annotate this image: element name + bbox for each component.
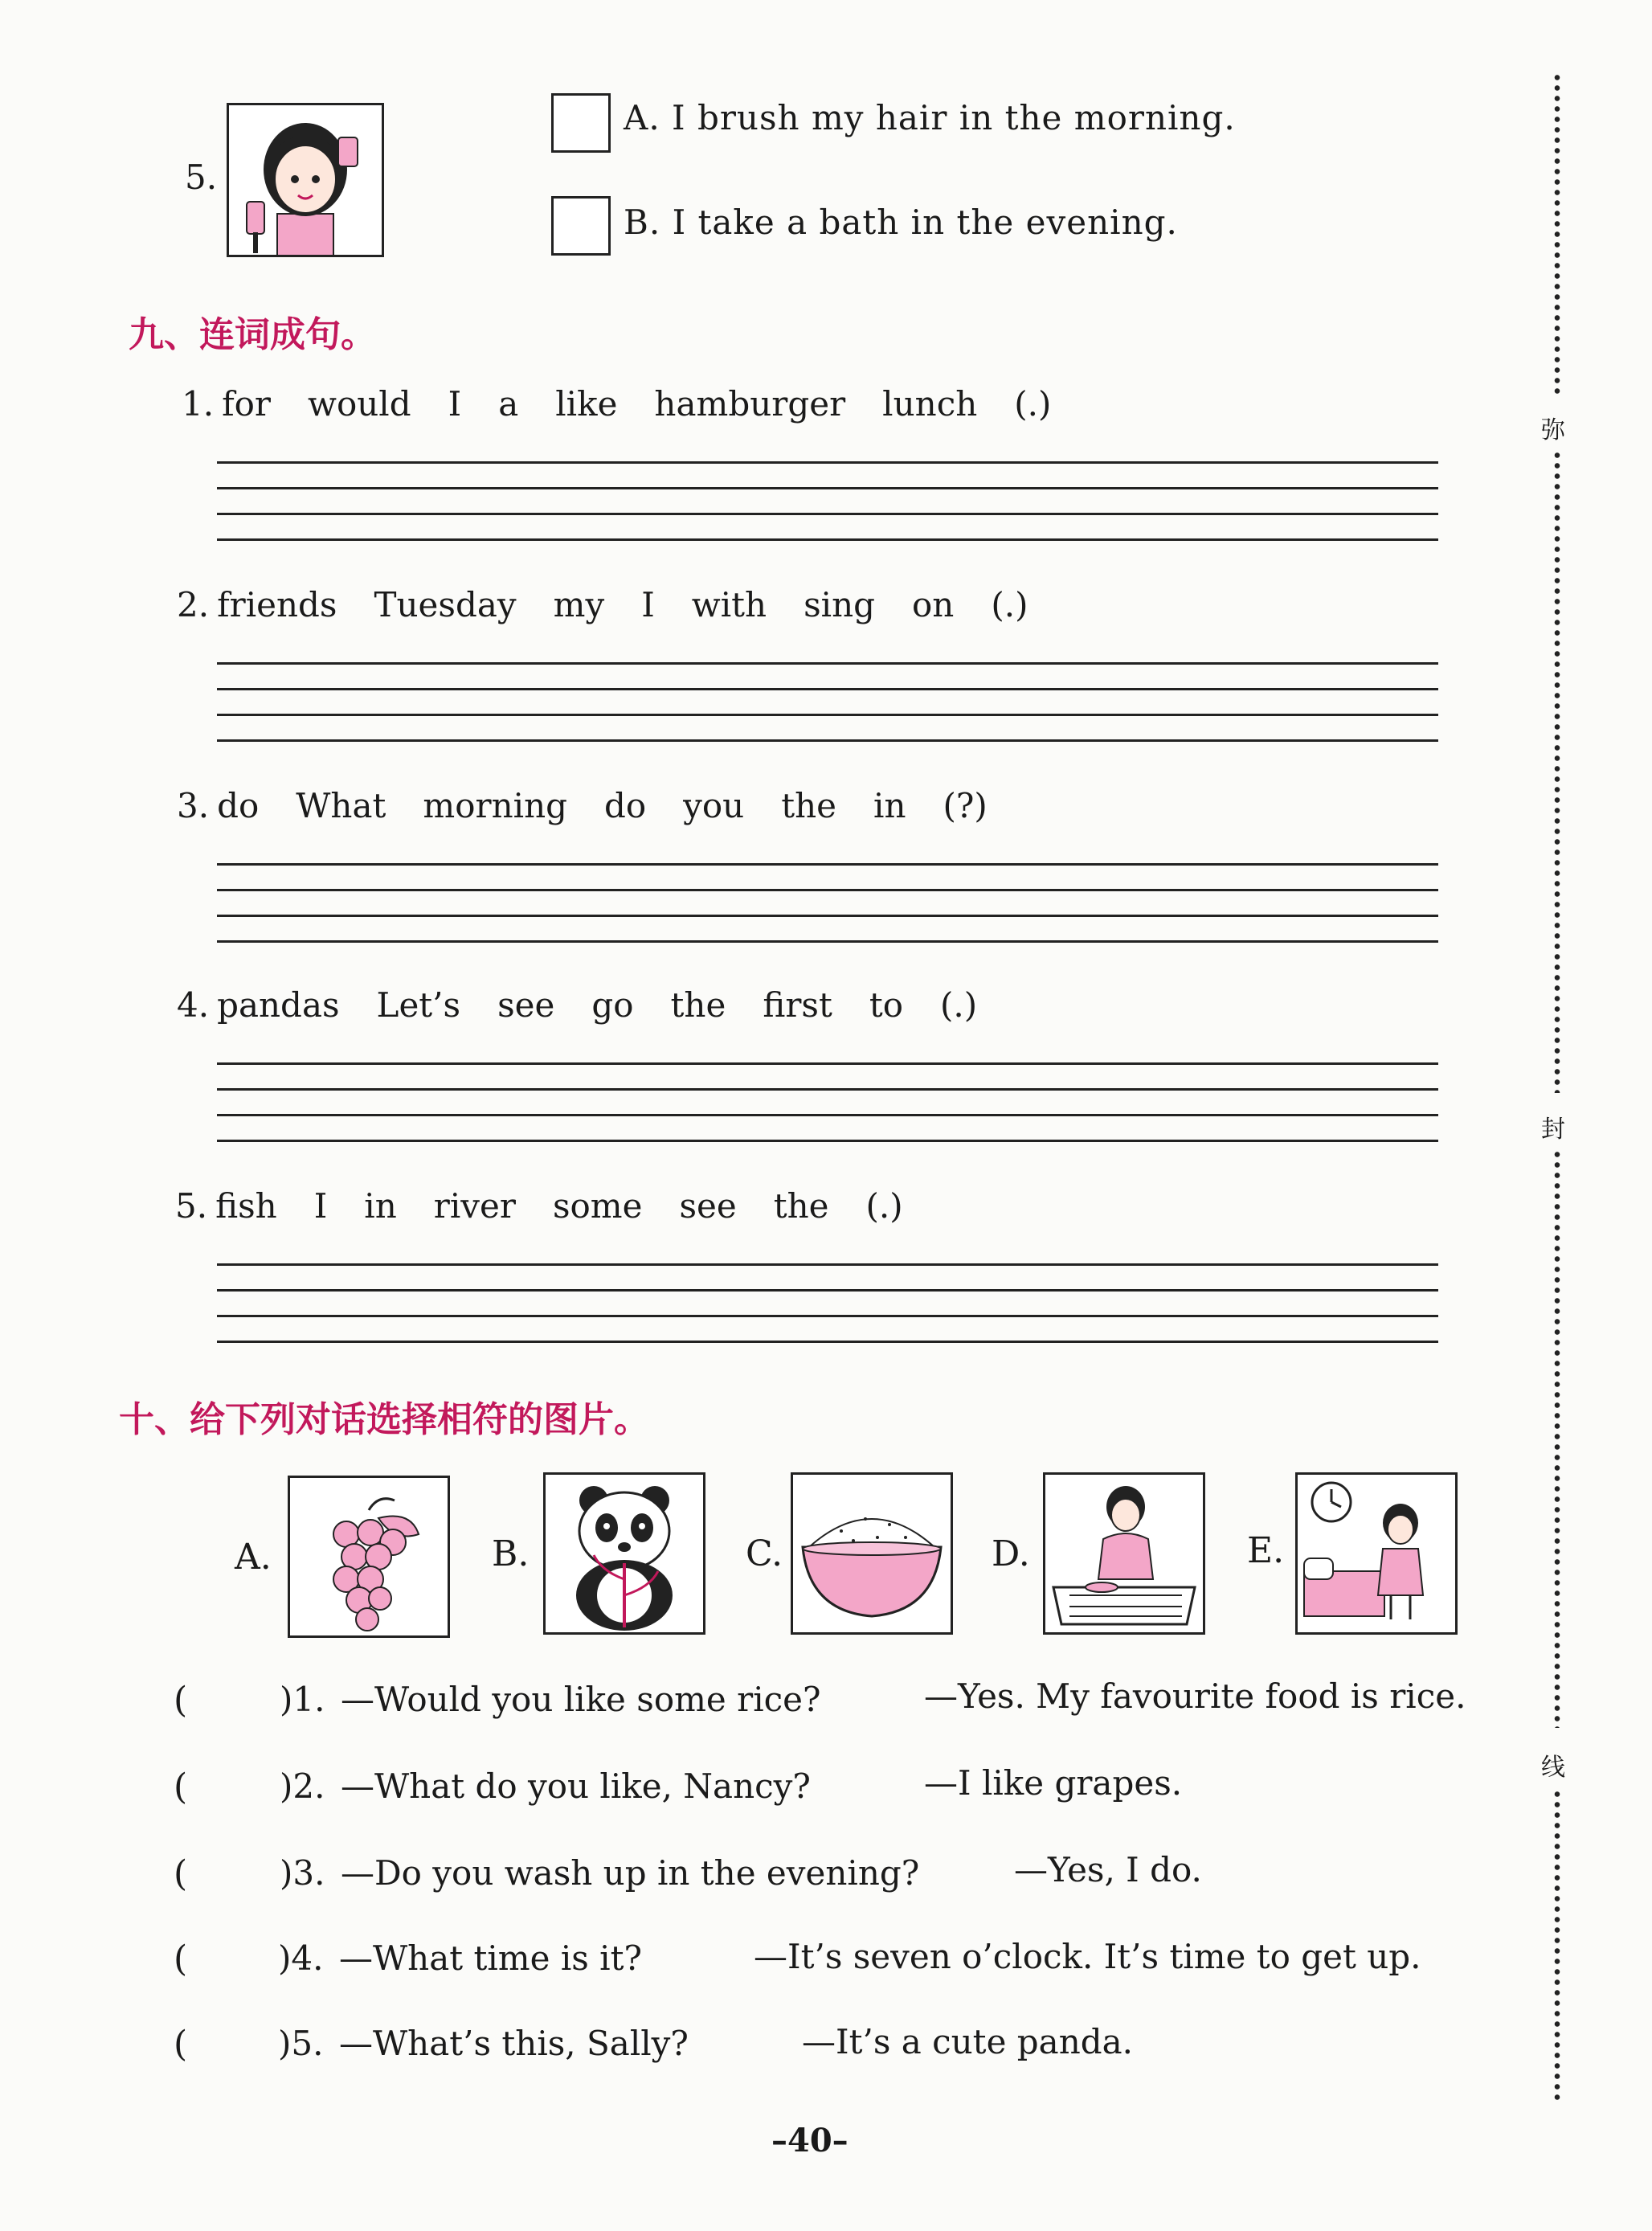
binding-dots-bottom xyxy=(1554,1789,1560,2102)
sentence-2-words xyxy=(177,585,1065,624)
punctuation: (.) xyxy=(940,985,978,1025)
dialogue-row-4 xyxy=(0,1938,1527,1987)
word: the xyxy=(773,1186,829,1226)
word: a xyxy=(498,384,519,424)
q5-option-b-checkbox[interactable] xyxy=(551,196,611,256)
word: first xyxy=(763,985,832,1025)
answer-lines-2[interactable] xyxy=(217,662,1438,743)
dialogue-answer: —I like grapes. xyxy=(924,1763,1183,1803)
punctuation: (.) xyxy=(865,1186,903,1226)
rice-bowl-icon xyxy=(793,1475,951,1632)
picture-e[interactable] xyxy=(1295,1472,1458,1635)
dialogue-row-3 xyxy=(0,1850,1527,1901)
word: What xyxy=(296,786,386,825)
word: see xyxy=(679,1186,737,1226)
dialogue-number: )3. xyxy=(280,1853,325,1893)
punctuation: (.) xyxy=(1014,384,1052,424)
word: I xyxy=(313,1186,328,1226)
answer-lines-4[interactable] xyxy=(217,1062,1438,1143)
dialogue-row-1 xyxy=(0,1676,1527,1728)
word: in xyxy=(364,1186,397,1226)
punctuation: (?) xyxy=(943,786,988,825)
word: my xyxy=(553,585,605,624)
girl-brushing-hair-image xyxy=(227,103,384,257)
word: sing xyxy=(804,585,876,624)
word: to xyxy=(869,985,904,1025)
answer-lines-1[interactable] xyxy=(217,461,1438,542)
sentence-5-words xyxy=(175,1186,940,1226)
page-number: –40– xyxy=(771,2122,848,2159)
word: go xyxy=(591,985,634,1025)
word: see xyxy=(497,985,555,1025)
word: you xyxy=(683,786,745,825)
sentence-number: 3. xyxy=(177,786,210,825)
word: the xyxy=(781,786,837,825)
dialogue-number: )5. xyxy=(278,2024,324,2063)
answer-bracket[interactable]: ( xyxy=(174,1680,188,1721)
dialogue-question: —What’s this, Sally? xyxy=(339,2024,689,2063)
binding-dots-top xyxy=(1554,72,1560,394)
sentence-number: 1. xyxy=(182,384,215,424)
picture-label-e: E. xyxy=(1247,1530,1285,1571)
word: friends xyxy=(217,585,337,624)
answer-lines-3[interactable] xyxy=(217,863,1438,944)
q5-option-a-checkbox[interactable] xyxy=(551,93,611,153)
dialogue-answer: —Yes, I do. xyxy=(1014,1850,1202,1889)
word: I xyxy=(448,384,462,424)
dialogue-question: —What do you like, Nancy? xyxy=(341,1766,811,1806)
word: do xyxy=(217,786,260,825)
dialogue-number: )4. xyxy=(278,1938,324,1978)
dialogue-number: )2. xyxy=(280,1766,325,1806)
dialogue-question: —Would you like some rice? xyxy=(341,1680,821,1719)
picture-label-d: D. xyxy=(992,1533,1030,1574)
word: on xyxy=(912,585,955,624)
word: hamburger xyxy=(654,384,846,424)
picture-a[interactable] xyxy=(288,1476,450,1638)
q5-option-b: B. I take a bath in the evening. xyxy=(624,203,1178,242)
word: lunch xyxy=(882,384,978,424)
word: pandas xyxy=(217,985,340,1025)
dialogue-answer: —It’s a cute panda. xyxy=(802,2022,1134,2061)
section-10-title: 十、给下列对话选择相符的图片。 xyxy=(119,1399,649,1440)
picture-c[interactable] xyxy=(791,1472,953,1635)
picture-label-b: B. xyxy=(492,1533,530,1574)
punctuation: (.) xyxy=(991,585,1028,624)
dialogue-row-2 xyxy=(0,1763,1527,1815)
answer-lines-5[interactable] xyxy=(217,1263,1438,1344)
answer-bracket[interactable]: ( xyxy=(174,1853,188,1894)
binding-dots-middle-1 xyxy=(1554,450,1560,1093)
picture-d[interactable] xyxy=(1043,1472,1205,1635)
answer-bracket[interactable]: ( xyxy=(174,1766,188,1807)
word: would xyxy=(308,384,411,424)
sentence-4-words xyxy=(177,985,1014,1025)
word: for xyxy=(222,384,271,424)
word: do xyxy=(604,786,647,825)
sentence-number: 2. xyxy=(177,585,210,624)
dialogue-number: )1. xyxy=(280,1680,325,1719)
question-5-number: 5. xyxy=(185,158,218,197)
dialogue-answer: —Yes. My favourite food is rice. xyxy=(924,1676,1466,1716)
dialogue-question: —Do you wash up in the evening? xyxy=(341,1853,920,1893)
word: in xyxy=(873,786,906,825)
binding-dots-middle-2 xyxy=(1554,1149,1560,1728)
sentence-1-words xyxy=(182,384,1088,424)
sentence-number: 4. xyxy=(177,985,210,1025)
word: some xyxy=(552,1186,643,1226)
word: Tuesday xyxy=(374,585,517,624)
word: morning xyxy=(423,786,567,825)
word: Let’s xyxy=(376,985,461,1025)
girl-brushing-hair-icon xyxy=(229,105,382,255)
answer-bracket[interactable]: ( xyxy=(174,1938,188,1979)
word: I xyxy=(641,585,655,624)
word: river xyxy=(433,1186,516,1226)
word: like xyxy=(555,384,618,424)
clock-bedroom-icon xyxy=(1298,1475,1455,1632)
washing-dishes-icon xyxy=(1045,1475,1203,1632)
picture-label-a: A. xyxy=(235,1537,272,1578)
dialogue-answer: —It’s seven o’clock. It’s time to get up. xyxy=(754,1937,1421,1976)
binding-char-1: 弥 xyxy=(1541,416,1565,444)
q5-option-a: A. I brush my hair in the morning. xyxy=(624,98,1236,137)
word: the xyxy=(670,985,726,1025)
sentence-3-words xyxy=(177,786,1024,825)
picture-b[interactable] xyxy=(543,1472,705,1635)
dialogue-question: —What time is it? xyxy=(339,1938,642,1978)
section-9-title: 九、连词成句。 xyxy=(129,314,376,355)
answer-bracket[interactable]: ( xyxy=(174,2024,188,2065)
binding-char-3: 线 xyxy=(1541,1754,1565,1782)
word: with xyxy=(691,585,767,624)
dialogue-row-5 xyxy=(0,2024,1527,2072)
picture-label-c: C. xyxy=(746,1533,783,1574)
binding-char-2: 封 xyxy=(1541,1116,1565,1144)
word: fish xyxy=(215,1186,277,1226)
grapes-icon xyxy=(290,1478,448,1635)
panda-icon xyxy=(546,1475,703,1632)
sentence-number: 5. xyxy=(175,1186,208,1226)
